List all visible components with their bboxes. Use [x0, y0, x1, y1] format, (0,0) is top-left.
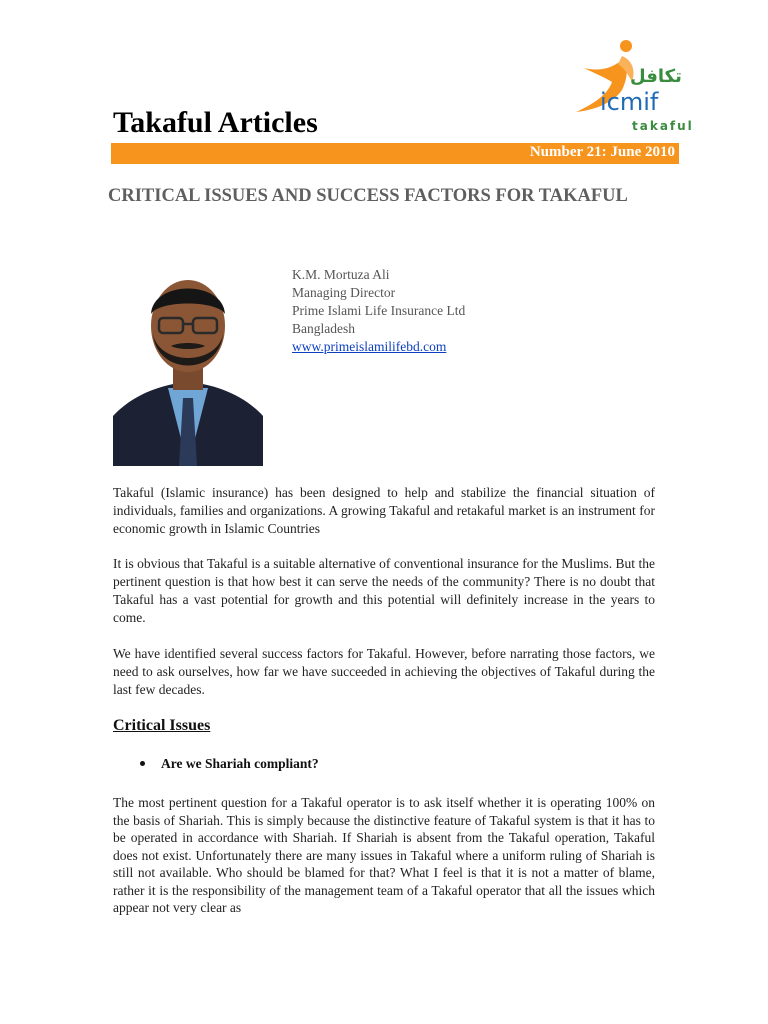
issue-bar: [111, 143, 679, 164]
masthead-title: Takaful Articles: [113, 106, 318, 139]
bullet-dot-icon: [140, 761, 145, 766]
intro-paragraph: Takaful (Islamic insurance) has been designed to help and stabilize the financial situation of individuals, families and organizations. A growing Takaful and retakaful market is an instrument for economic growth in Islamic Countries: [113, 485, 655, 536]
body-paragraph-4: The most pertinent question for a Takaful operator is to ask itself whether it is operating 100% on the basis of Shariah. This is simply because the distinctive feature of Takaful system is that it has to be operated in accordance with Shariah. If Shariah is absent from the Takaful operation, Takaful does not exist. Unfortunately there are many issues in Takaful where a uniform ruling of Shariah is still not available. Who should be blamed for that? What I feel is that it is not a matter of blame, rather it is the responsibility of the management team of a Takaful operator that all the issues which appear not very clear as: [113, 795, 655, 915]
logo-brand-text: icmif: [600, 88, 659, 116]
author-info: [292, 266, 465, 356]
author-country: Bangladesh: [292, 321, 355, 336]
body-paragraph-3: We have identified several success factors for Takaful. However, before narrating those factors, we need to ask ourselves, how far we have succeeded in achieving the objectives of Takaful during the last few decades.: [113, 646, 655, 697]
logo-sub-text: takaful: [632, 119, 694, 133]
bullet-text: Are we Shariah compliant?: [161, 756, 319, 771]
logo-arabic-text: تكافل: [630, 66, 682, 87]
author-company: Prime Islami Life Insurance Ltd: [292, 303, 466, 318]
author-photo: [113, 266, 263, 466]
author-position: Managing Director: [292, 285, 396, 300]
section-heading: Critical Issues: [113, 717, 211, 734]
bullet-item: [140, 756, 319, 772]
body-paragraph-2: It is obvious that Takaful is a suitable alternative of conventional insurance for the Muslims. But the pertinent question is that how best it can serve the needs of the community? There is no doubt that Takaful has a vast potential for growth and this potential will definitely increase in the years to come.: [113, 556, 655, 625]
icmif-takaful-logo: [566, 38, 694, 138]
author-name: K.M. Mortuza Ali: [292, 267, 390, 282]
article-title: CRITICAL ISSUES AND SUCCESS FACTORS FOR TAKAFUL: [108, 186, 628, 206]
issue-number: Number 21: June 2010: [529, 144, 675, 160]
author-website-link[interactable]: www.primeislamilifebd.com: [292, 339, 447, 354]
